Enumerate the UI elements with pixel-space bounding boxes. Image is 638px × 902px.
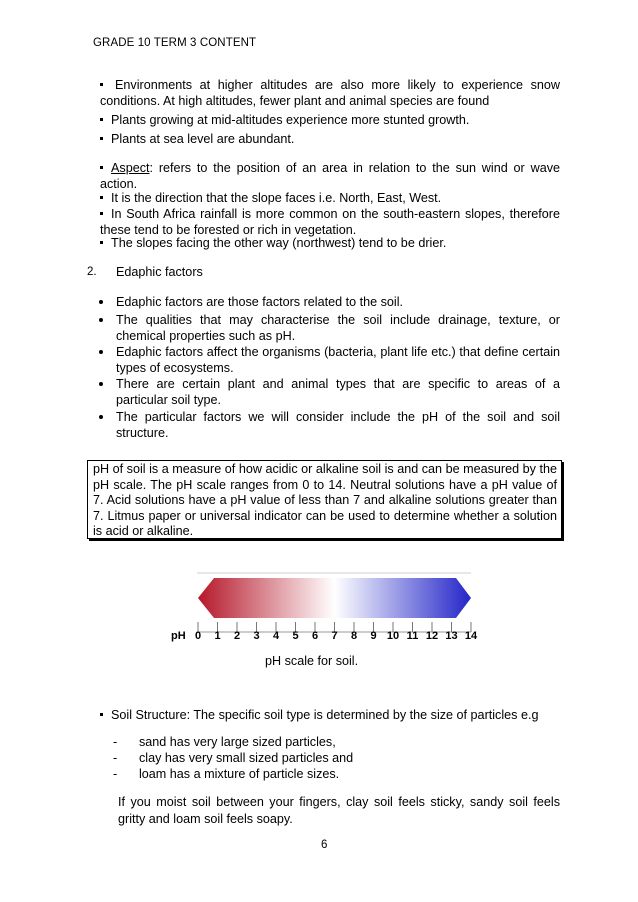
dash-item: - clay has very small sized particles and <box>113 751 354 765</box>
bullet-icon <box>100 118 103 121</box>
page-header: GRADE 10 TERM 3 CONTENT <box>93 37 257 49</box>
ph-axis-label: pH <box>171 630 186 642</box>
bullet-icon <box>99 415 103 419</box>
list-item: Plants at sea level are abundant. <box>100 131 560 147</box>
list-item: There are certain plant and animal types that are specific to areas of a particular soil type. <box>116 376 560 408</box>
ph-tick-label: 8 <box>350 630 358 642</box>
list-item: Environments at higher altitudes are also more likely to experience snow conditions. At high altitudes, fewer plant and animal species are found <box>100 78 560 108</box>
bullet-icon <box>100 166 103 169</box>
aspect-paragraph: Aspect: refers to the position of an area in relation to the sun wind or wave action. <box>100 161 560 191</box>
ph-tick-label: 10 <box>386 630 400 642</box>
bullet-icon <box>100 137 103 140</box>
section-number: 2. <box>87 266 97 278</box>
ph-tick-label: 5 <box>292 630 299 642</box>
list-item: It is the direction that the slope faces i.e. North, East, West. <box>100 190 560 206</box>
dash-item: - loam has a mixture of particle sizes. <box>113 767 340 781</box>
list-item: The slopes facing the other way (northwest) tend to be drier. <box>100 235 560 251</box>
ph-tick-label: 1 <box>214 630 221 642</box>
section-title: Edaphic factors <box>116 265 203 279</box>
bullet-icon <box>100 196 103 199</box>
ph-tick-label: 4 <box>272 630 280 642</box>
bullet-icon <box>99 382 103 386</box>
soil-feel-paragraph: If you moist soil between your fingers, clay soil feels sticky, sandy soil feels gritty and loam soil feels soapy. <box>118 795 560 826</box>
ph-tick-label: 7 <box>331 630 338 642</box>
ph-tick-label: 9 <box>370 630 377 642</box>
list-item: Edaphic factors affect the organisms (bacteria, plant life etc.) that define certain types of ecosystems. <box>116 344 560 376</box>
ph-tick-label: 14 <box>464 630 478 642</box>
aspect-term: Aspect <box>111 161 150 175</box>
list-item: The qualities that may characterise the soil include drainage, texture, or chemical properties such as pH. <box>116 312 560 344</box>
bullet-icon <box>99 350 103 354</box>
ph-tick-label: 3 <box>253 630 260 642</box>
dash-item: - sand has very large sized particles, <box>113 735 336 749</box>
page-number: 6 <box>321 839 328 851</box>
ph-tick-labels <box>160 630 480 644</box>
list-item: Plants growing at mid-altitudes experience more stunted growth. <box>100 112 560 128</box>
ph-tick-label: 13 <box>445 630 458 642</box>
figure-caption: pH scale for soil. <box>265 654 359 668</box>
list-item: Edaphic factors are those factors related to the soil. <box>116 294 560 310</box>
bullet-icon <box>99 300 103 304</box>
bullet-icon <box>100 83 103 86</box>
list-item: The particular factors we will consider include the pH of the soil and soil structure. <box>116 409 560 441</box>
ph-gradient-bar <box>198 578 471 618</box>
ph-tick-label: 0 <box>194 630 202 642</box>
bullet-icon <box>100 713 103 716</box>
ph-tick-label: 11 <box>406 630 419 642</box>
list-item: Soil Structure: The specific soil type is determined by the size of particles e.g <box>100 707 570 723</box>
ph-tick-label: 2 <box>233 630 241 642</box>
bullet-icon <box>100 212 103 215</box>
bullet-icon <box>99 318 103 322</box>
ph-tick-label: 12 <box>425 630 439 642</box>
list-item: In South Africa rainfall is more common on the south-eastern slopes, therefore these tend to be forested or rich in vegetation. <box>100 207 560 237</box>
bullet-icon <box>100 241 103 244</box>
ph-info-box: pH of soil is a measure of how acidic or alkaline soil is and can be measured by the pH scale. The pH scale ranges from 0 to 14. Neutral solutions have a pH value of 7. Acid solutions have a pH value of less than 7 and alkaline solutions greater than 7. Litmus paper or universal indicator can be used to determine whether a solution is acid or alkaline. <box>87 460 562 539</box>
ph-tick-label: 6 <box>311 630 319 642</box>
